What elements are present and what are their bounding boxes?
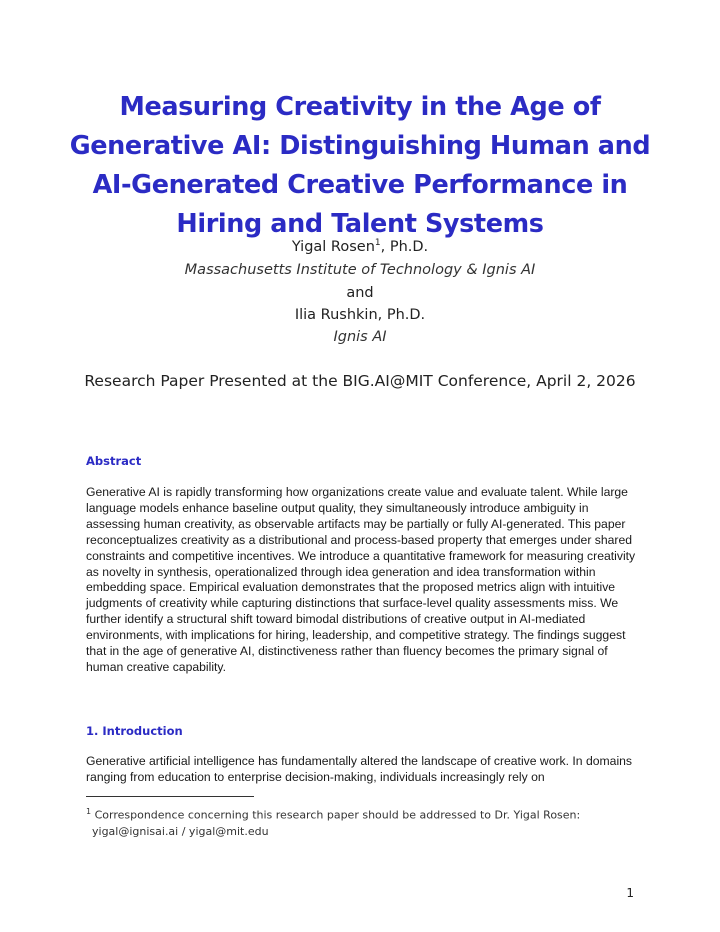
footnote [86,804,646,840]
author-1-name: Yigal Rosen [291,238,375,255]
presentation-note: Research Paper Presented at the BIG.AI@MIT Conference, April 2, 2026 [84,372,636,390]
footnote-number: 1 [86,807,92,816]
footnote-text: Correspondence concerning this research paper should be addressed to Dr. Yigal Rosen: [94,808,581,822]
author-conjunction: and [346,285,374,301]
introduction-body: Generative artificial intelligence has fundamentally altered the landscape of creative work. In domains ranging from education to enterprise decision-making, individuals increasingly rely on [86,754,633,784]
author-1 [60,238,660,255]
author-1-degree: , Ph.D. [380,238,429,255]
footnote-marker: 1 [374,238,381,248]
footnote-emails: yigal@ignisai.ai / yigal@mit.edu [92,824,269,838]
paper-title: Measuring Creativity in the Age of Generative AI: Distinguishing Human and AI-Generated Creative Performance in Hiring and Talent Systems [69,92,651,239]
abstract-heading: Abstract [86,454,142,468]
page-number: 1 [626,886,634,900]
introduction-heading: 1. Introduction [86,724,183,738]
author-2: Ilia Rushkin, Ph.D. [294,307,426,323]
abstract-body: Generative AI is rapidly transforming how organizations create value and evaluate talent. While large language models enhance baseline output quality, they simultaneously introduce ambiguity in assessing human creativity, as observable artifacts may be partially or fully AI-generated. This paper reconceptualizes creativity as a distributional and process-based property that emerges under shared constraints and competitive incentives. We introduce a quantitative framework for measuring creativity as novelty in synthesis, operationalized through idea generation and idea transformation within embedding space. Empirical evaluation demonstrates that the proposed metrics align with intuitive judgments of creativity while capturing distinctions that surface-level quality assessments miss. We further identify a structural shift toward bimodal distributions of creative output in AI-mediated environments, with implications for hiring, leadership, and competitive strategy. The findings suggest that in the age of generative AI, distinctiveness rather than fluency becomes the primary signal of human creative capability. [86,485,636,674]
footnote-divider [86,796,254,797]
affiliation-1: Massachusetts Institute of Technology & Ignis AI [184,262,536,278]
affiliation-2: Ignis AI [333,329,387,345]
